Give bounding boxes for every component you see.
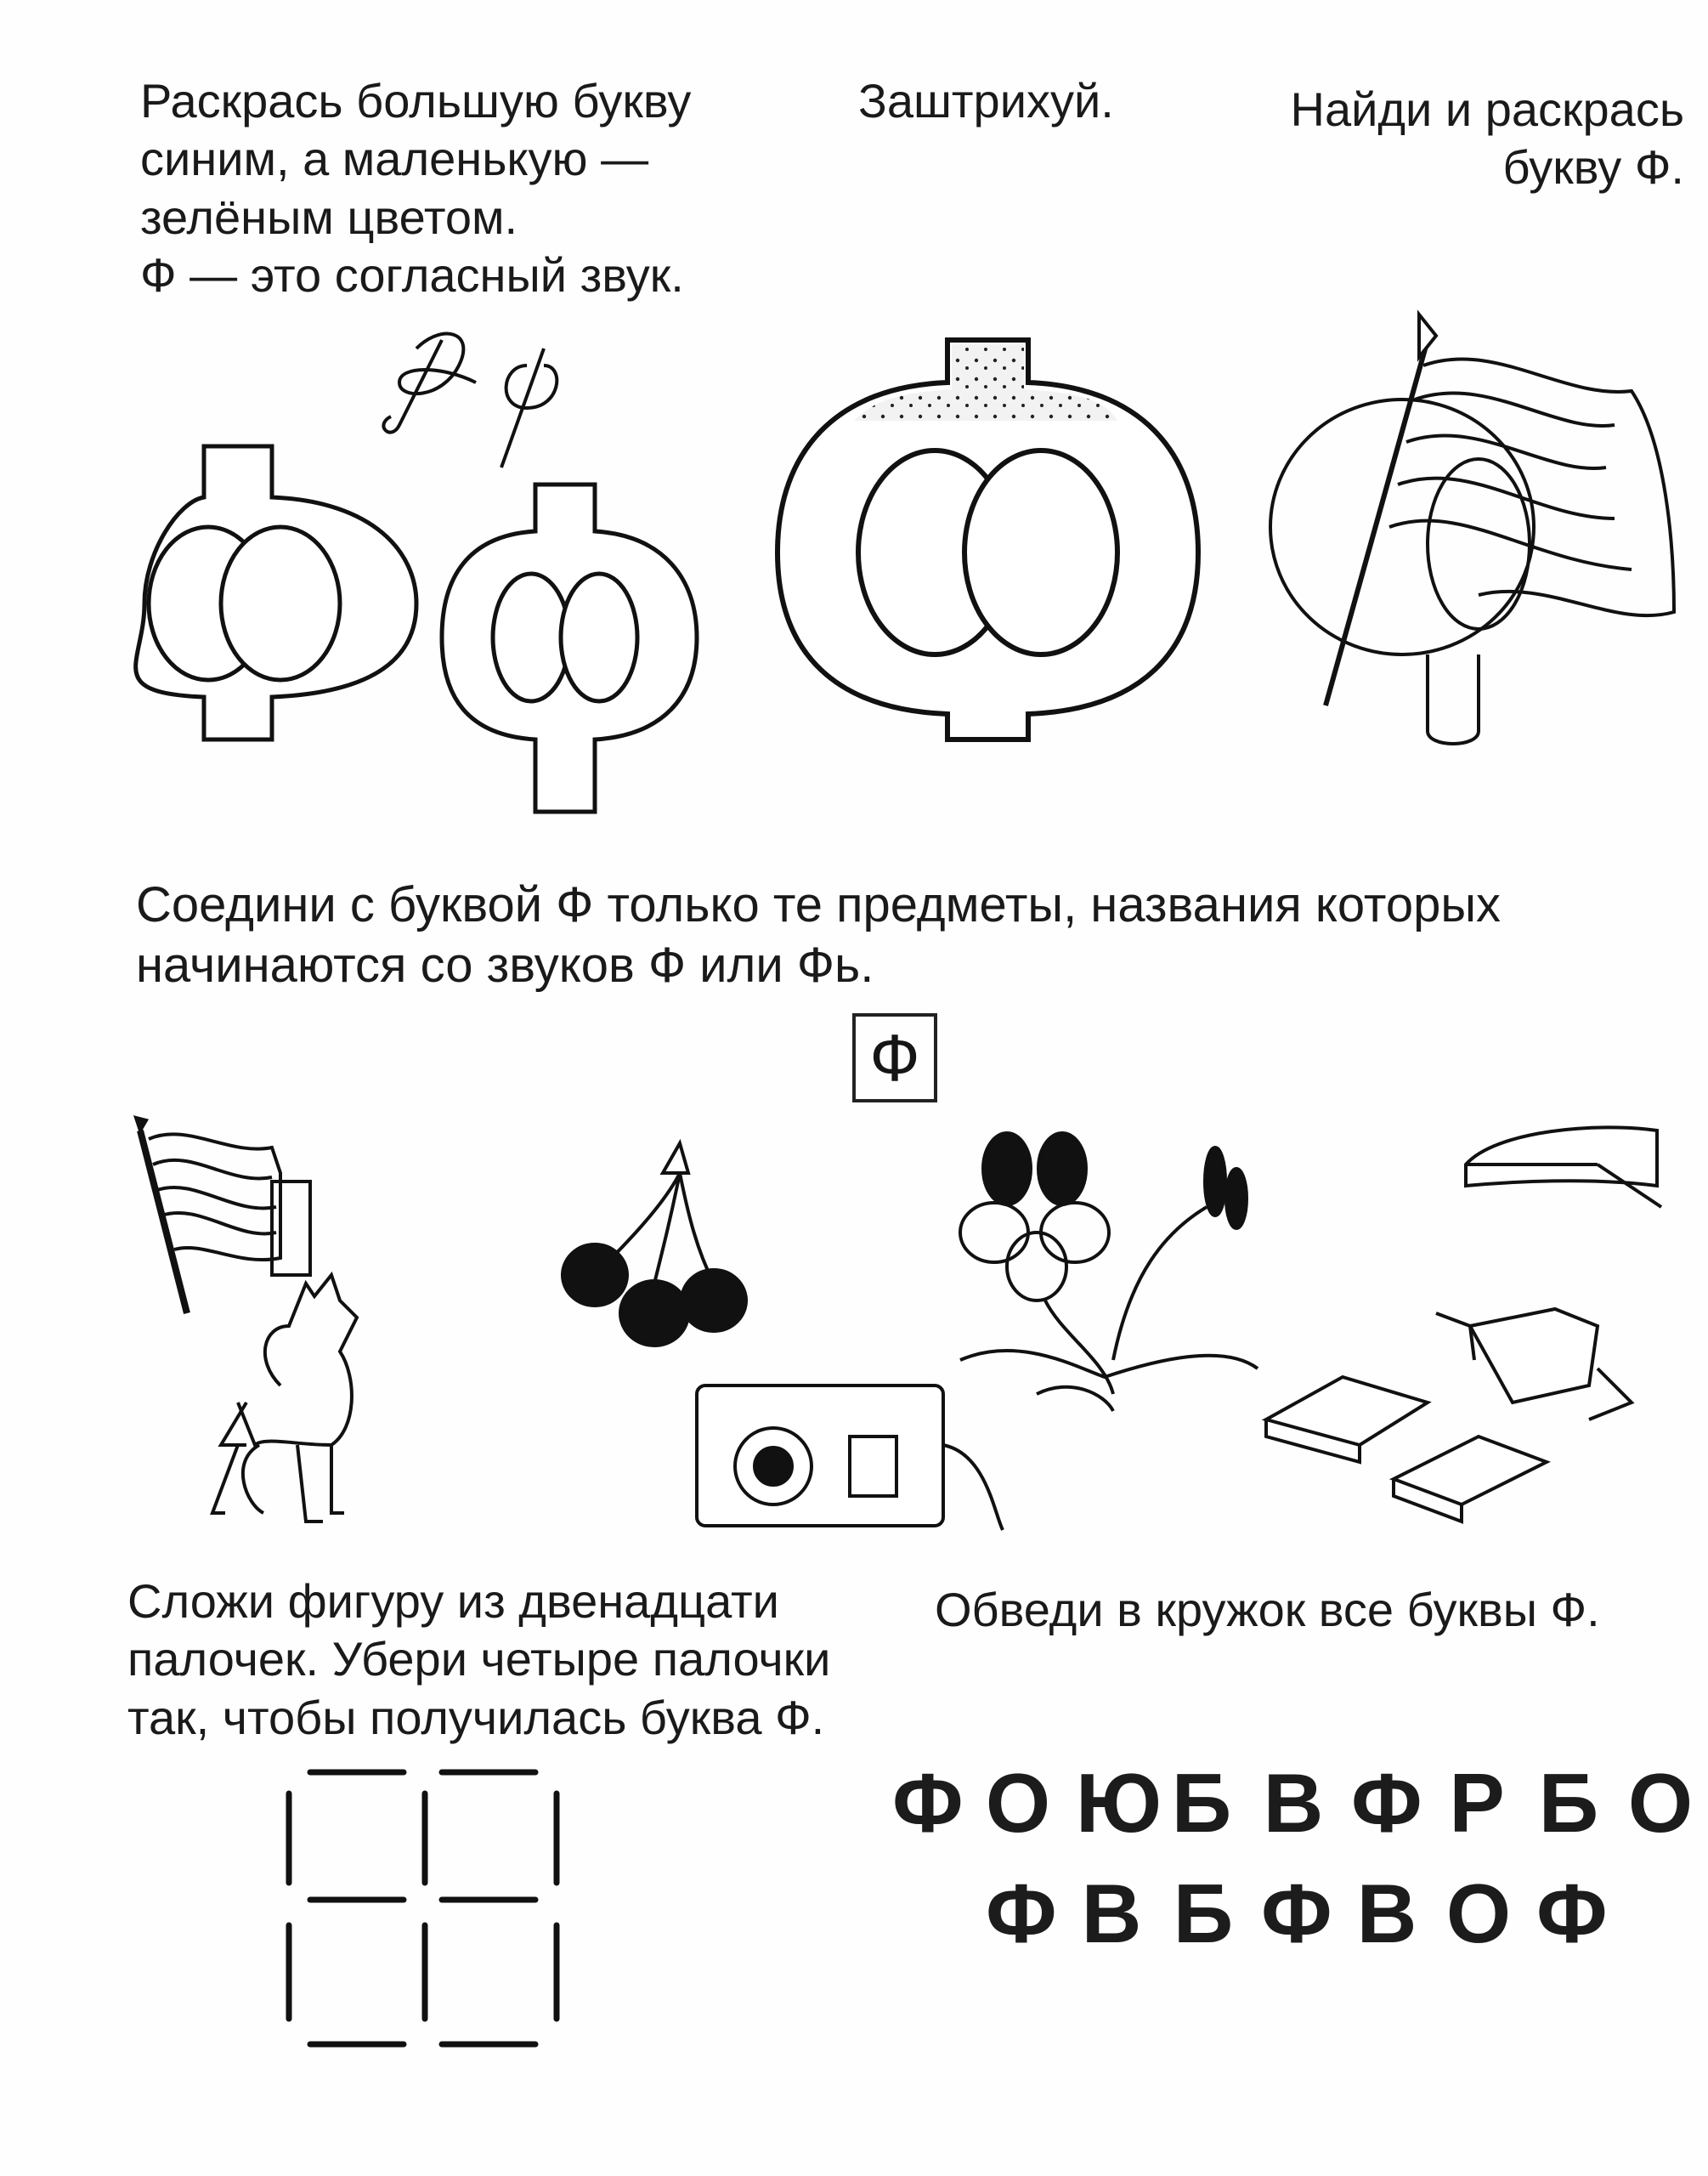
letter[interactable]: О bbox=[985, 1756, 1051, 1850]
letter[interactable]: Б bbox=[1538, 1756, 1599, 1850]
candies-item[interactable] bbox=[1266, 1309, 1632, 1522]
outline-capital-ef[interactable] bbox=[136, 446, 416, 740]
cap-item[interactable] bbox=[1466, 1127, 1661, 1207]
letter[interactable]: Ф bbox=[1536, 1867, 1608, 1960]
script-ef-letters bbox=[383, 334, 557, 468]
letter[interactable]: О bbox=[1445, 1867, 1512, 1960]
flag-item[interactable] bbox=[136, 1118, 310, 1313]
task2-instruction: Заштрихуй. bbox=[858, 74, 1114, 128]
letter[interactable]: В bbox=[1081, 1867, 1142, 1960]
shade-capital-ef[interactable] bbox=[778, 340, 1198, 740]
task4-instruction: Соедини с буквой Ф только те предметы, названия которых начинаются со звуков Ф или Фь. bbox=[136, 877, 1502, 993]
task5-instruction: Сложи фигуру из двенадцати палочек. Убери четыре палочки так, чтобы получилась буква Ф. bbox=[127, 1574, 831, 1744]
letter[interactable]: Ф bbox=[892, 1756, 964, 1850]
letter[interactable]: В bbox=[1263, 1756, 1324, 1850]
letter[interactable]: Б bbox=[1173, 1867, 1234, 1960]
hidden-ef-with-flag[interactable] bbox=[1270, 314, 1674, 744]
cherries-item[interactable] bbox=[563, 1143, 746, 1346]
task3-instruction: Найди и раскрась букву Ф. bbox=[1290, 82, 1684, 195]
letter[interactable]: Ф bbox=[1351, 1756, 1422, 1850]
letter[interactable]: В bbox=[1356, 1867, 1417, 1960]
task1-instruction: Раскрась большую букву синим, а маленькую — зелёным цветом. Ф — это согласный звук. bbox=[140, 74, 692, 302]
letter[interactable]: Ю bbox=[1076, 1756, 1162, 1850]
camera-item[interactable] bbox=[697, 1386, 1003, 1530]
task6-instruction: Обведи в кружок все буквы Ф. bbox=[935, 1583, 1600, 1636]
stick-puzzle[interactable] bbox=[289, 1772, 557, 2044]
target-letter-box: Ф bbox=[852, 1013, 937, 1102]
violet-flower-item[interactable] bbox=[960, 1133, 1258, 1411]
letter[interactable]: Ф bbox=[1261, 1867, 1332, 1960]
letter[interactable]: Ф bbox=[986, 1867, 1057, 1960]
wolf-item[interactable] bbox=[212, 1275, 357, 1522]
letter[interactable]: Б bbox=[1171, 1756, 1232, 1850]
letter[interactable]: О bbox=[1627, 1756, 1694, 1850]
letter[interactable]: Р bbox=[1449, 1756, 1505, 1850]
outline-small-ef[interactable] bbox=[442, 484, 697, 812]
